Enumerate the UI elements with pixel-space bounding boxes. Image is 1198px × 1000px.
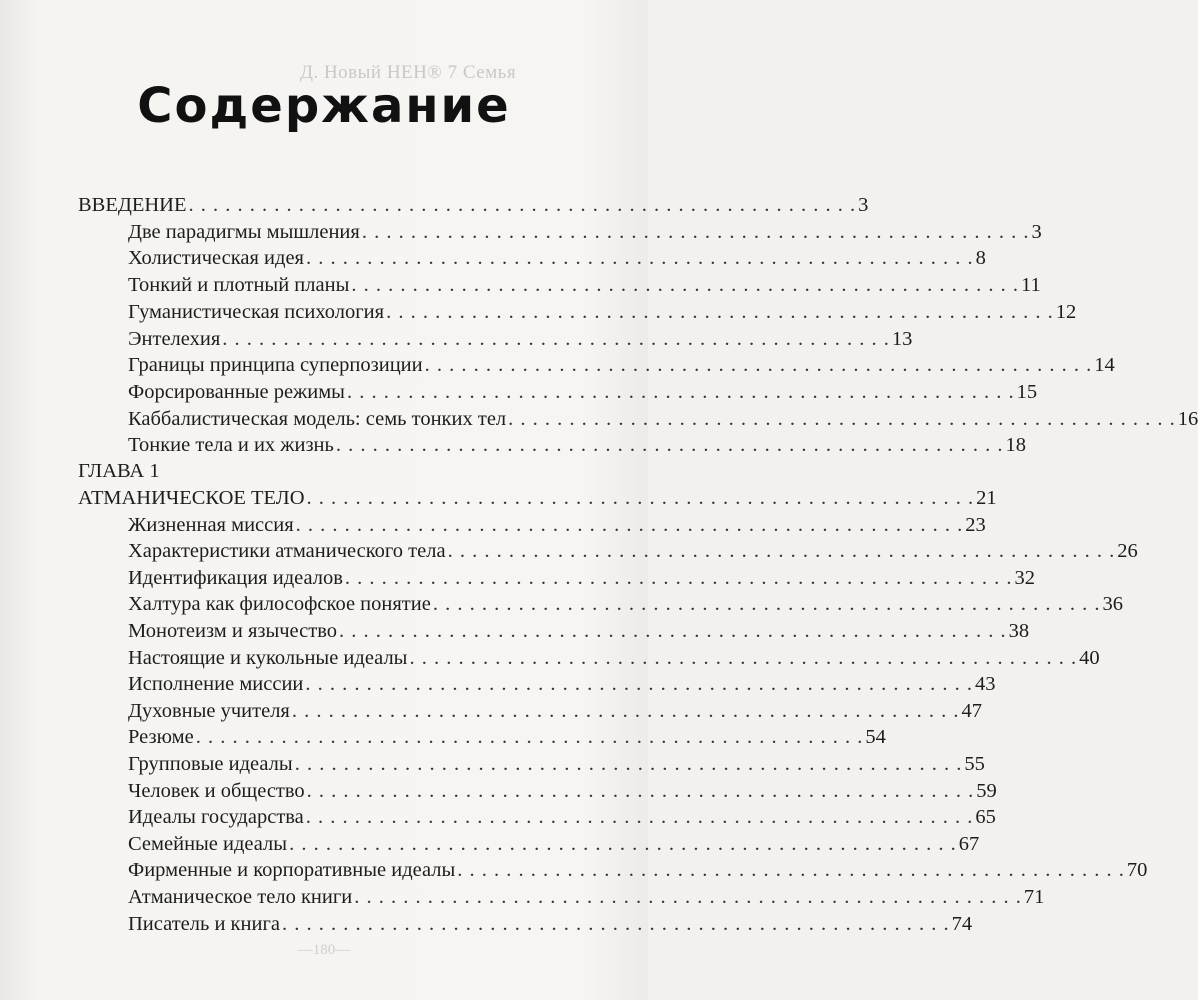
dot-leader: . . . . . . . . . . . . . . . . . . . . . . . . . . . . . . . . . . . . . . . . . . . . . . . . . . . . . . . — [447, 540, 1116, 562]
toc-entry-title: Идентификация идеалов — [128, 567, 343, 589]
toc-page-number: 13 — [891, 328, 913, 350]
toc-entry — [0, 219, 1042, 245]
bleed-through-footer: —180— — [297, 942, 351, 958]
dot-leader: . . . . . . . . . . . . . . . . . . . . . . . . . . . . . . . . . . . . . . . . . . . . . . . . . . . . . . . — [335, 434, 1004, 456]
dot-leader: . . . . . . . . . . . . . . . . . . . . . . . . . . . . . . . . . . . . . . . . . . . . . . . . . . . . . . . — [305, 247, 974, 269]
toc-entry-title: Настоящие и кукольные идеалы — [128, 647, 408, 669]
toc-entry-title: Две парадигмы мышления — [128, 221, 360, 243]
title-text: Содержание — [137, 78, 511, 134]
toc-entry-title: Тонкий и плотный планы — [128, 274, 350, 296]
toc-page-number: 38 — [1008, 620, 1030, 642]
page-title — [0, 78, 648, 134]
toc-entry-title: Холистическая идея — [128, 247, 304, 269]
dot-leader: . . . . . . . . . . . . . . . . . . . . . . . . . . . . . . . . . . . . . . . . . . . . . . . . . . . . . . . — [386, 301, 1054, 323]
dot-leader: . . . . . . . . . . . . . . . . . . . . . . . . . . . . . . . . . . . . . . . . . . . . . . . . . . . . . . . — [354, 886, 1022, 908]
toc-entry-title: Тонкие тела и их жизнь — [128, 434, 334, 456]
dot-leader: . . . . . . . . . . . . . . . . . . . . . . . . . . . . . . . . . . . . . . . . . . . . . . . . . . . . . . . — [295, 514, 964, 536]
dot-leader: . . . . . . . . . . . . . . . . . . . . . . . . . . . . . . . . . . . . . . . . . . . . . . . . . . . . . . . — [351, 274, 1019, 296]
toc-entry — [0, 245, 986, 271]
dot-leader: . . . . . . . . . . . . . . . . . . . . . . . . . . . . . . . . . . . . . . . . . . . . . . . . . . . . . . . — [188, 194, 857, 216]
toc-page-number: 3 — [1031, 221, 1042, 243]
toc-page-number: 12 — [1055, 301, 1077, 323]
toc-entry-title: Групповые идеалы — [128, 753, 293, 775]
toc-entry — [0, 352, 1115, 378]
toc-page-number: 40 — [1079, 647, 1100, 669]
toc-page-number: 67 — [958, 833, 980, 855]
toc-entry — [0, 911, 973, 937]
toc-page-number: 11 — [1020, 274, 1041, 296]
toc-page-number: 15 — [1016, 381, 1038, 403]
dot-leader: . . . . . . . . . . . . . . . . . . . . . . . . . . . . . . . . . . . . . . . . . . . . . . . . . . . . . . . — [361, 221, 1030, 243]
dot-leader: . . . . . . . . . . . . . . . . . . . . . . . . . . . . . . . . . . . . . . . . . . . . . . . . . . . . . . . — [346, 381, 1015, 403]
toc-entry-title: Идеалы государства — [128, 806, 304, 828]
toc-entry — [0, 751, 985, 777]
toc-page-number: 70 — [1126, 859, 1148, 881]
toc-entry-title: Гуманистическая психология — [128, 301, 385, 323]
toc-entry-title: Характеристики атманического тела — [128, 540, 446, 562]
dot-leader: . . . . . . . . . . . . . . . . . . . . . . . . . . . . . . . . . . . . . . . . . . . . . . . . . . . . . . . — [222, 328, 890, 350]
toc-entry — [0, 831, 980, 857]
toc-entry-title: Резюме — [128, 726, 194, 748]
bleed-through-header: Д. Новый НЕН® 7 Семья — [300, 62, 517, 83]
toc-entry — [0, 565, 1036, 591]
toc-entry — [0, 698, 982, 724]
toc-page-number: 54 — [865, 726, 886, 748]
toc-page-number: 18 — [1005, 434, 1026, 456]
toc-entry-title: Жизненная миссия — [128, 514, 294, 536]
dot-leader: . . . . . . . . . . . . . . . . . . . . . . . . . . . . . . . . . . . . . . . . . . . . . . . . . . . . . . . — [432, 593, 1101, 615]
toc-page-number: 14 — [1094, 354, 1115, 376]
toc-entry — [0, 432, 1026, 458]
toc-page-number: 21 — [976, 487, 997, 509]
dot-leader: . . . . . . . . . . . . . . . . . . . . . . . . . . . . . . . . . . . . . . . . . . . . . . . . . . . . . . . — [306, 487, 975, 509]
chapter-number: ГЛАВА 1 — [78, 460, 160, 482]
toc-entry-title: Монотеизм и язычество — [128, 620, 338, 642]
toc-entry — [0, 618, 1030, 644]
toc-entry-title: Атманическое тело книги — [128, 886, 353, 908]
toc-page-number: 74 — [951, 913, 973, 935]
toc-entry-title: Форсированные режимы — [128, 381, 345, 403]
toc-entry-title: Семейные идеалы — [128, 833, 288, 855]
dot-leader: . . . . . . . . . . . . . . . . . . . . . . . . . . . . . . . . . . . . . . . . . . . . . . . . . . . . . . . — [289, 833, 957, 855]
toc-section-chapter1 — [0, 485, 997, 511]
toc-entry — [0, 645, 1100, 671]
toc-entry-title: Исполнение миссии — [128, 673, 304, 695]
toc-page-number: 55 — [964, 753, 985, 775]
dot-leader: . . . . . . . . . . . . . . . . . . . . . . . . . . . . . . . . . . . . . . . . . . . . . . . . . . . . . . . — [294, 753, 963, 775]
dot-leader: . . . . . . . . . . . . . . . . . . . . . . . . . . . . . . . . . . . . . . . . . . . . . . . . . . . . . . . — [508, 408, 1176, 430]
toc-entry-title: Границы принципа суперпозиции — [128, 354, 423, 376]
toc-section-intro — [0, 192, 869, 218]
dot-leader: . . . . . . . . . . . . . . . . . . . . . . . . . . . . . . . . . . . . . . . . . . . . . . . . . . . . . . . — [305, 806, 974, 828]
dot-leader: . . . . . . . . . . . . . . . . . . . . . . . . . . . . . . . . . . . . . . . . . . . . . . . . . . . . . . . — [281, 913, 950, 935]
toc-page-number: 8 — [975, 247, 986, 269]
toc-entry-title: ВВЕДЕНИЕ — [78, 194, 187, 216]
toc-entry-title: Фирменные и корпоративные идеалы — [128, 859, 456, 881]
toc-entry-title: Духовные учителя — [128, 700, 290, 722]
toc-entry — [0, 272, 1041, 298]
dot-leader: . . . . . . . . . . . . . . . . . . . . . . . . . . . . . . . . . . . . . . . . . . . . . . . . . . . . . . . — [344, 567, 1013, 589]
toc-entry — [0, 724, 886, 750]
dot-leader: . . . . . . . . . . . . . . . . . . . . . . . . . . . . . . . . . . . . . . . . . . . . . . . . . . . . . . . — [424, 354, 1093, 376]
toc-entry-title: АТМАНИЧЕСКОЕ ТЕЛО — [78, 487, 305, 509]
toc-entry — [0, 538, 1138, 564]
toc-entry-title: Халтура как философское понятие — [128, 593, 431, 615]
toc-page-number: 16 — [1177, 408, 1198, 430]
toc-entry — [0, 512, 986, 538]
toc-entry — [0, 857, 1148, 883]
toc-entry — [0, 884, 1045, 910]
toc-entry-title: Энтелехия — [128, 328, 221, 350]
dot-leader: . . . . . . . . . . . . . . . . . . . . . . . . . . . . . . . . . . . . . . . . . . . . . . . . . . . . . . . — [339, 620, 1007, 642]
toc-page-number: 43 — [975, 673, 996, 695]
toc-page-number: 23 — [965, 514, 986, 536]
toc-entry-title: Каббалистическая модель: семь тонких тел — [128, 408, 507, 430]
dot-leader: . . . . . . . . . . . . . . . . . . . . . . . . . . . . . . . . . . . . . . . . . . . . . . . . . . . . . . . — [291, 700, 960, 722]
toc-page-number: 36 — [1102, 593, 1123, 615]
toc-page-number: 32 — [1014, 567, 1036, 589]
dot-leader: . . . . . . . . . . . . . . . . . . . . . . . . . . . . . . . . . . . . . . . . . . . . . . . . . . . . . . . — [409, 647, 1078, 669]
toc-entry — [0, 379, 1038, 405]
dot-leader: . . . . . . . . . . . . . . . . . . . . . . . . . . . . . . . . . . . . . . . . . . . . . . . . . . . . . . . — [306, 780, 975, 802]
toc-entry — [0, 299, 1077, 325]
toc-entry-title: Человек и общество — [128, 780, 305, 802]
dot-leader: . . . . . . . . . . . . . . . . . . . . . . . . . . . . . . . . . . . . . . . . . . . . . . . . . . . . . . . — [305, 673, 974, 695]
dot-leader: . . . . . . . . . . . . . . . . . . . . . . . . . . . . . . . . . . . . . . . . . . . . . . . . . . . . . . . — [457, 859, 1125, 881]
toc-entry — [0, 671, 996, 697]
toc-page-number: 26 — [1117, 540, 1138, 562]
toc-page-number: 71 — [1023, 886, 1045, 908]
toc-entry — [0, 326, 913, 352]
toc-entry — [0, 778, 997, 804]
toc-entry — [0, 804, 996, 830]
toc-page-number: 65 — [975, 806, 996, 828]
toc-entry — [0, 406, 1198, 432]
toc-entry — [0, 591, 1123, 617]
toc-page-number: 47 — [961, 700, 982, 722]
dot-leader: . . . . . . . . . . . . . . . . . . . . . . . . . . . . . . . . . . . . . . . . . . . . . . . . . . . . . . . — [195, 726, 864, 748]
toc-page-number: 3 — [858, 194, 869, 216]
toc-page-number: 59 — [976, 780, 997, 802]
toc-entry-title: Писатель и книга — [128, 913, 280, 935]
